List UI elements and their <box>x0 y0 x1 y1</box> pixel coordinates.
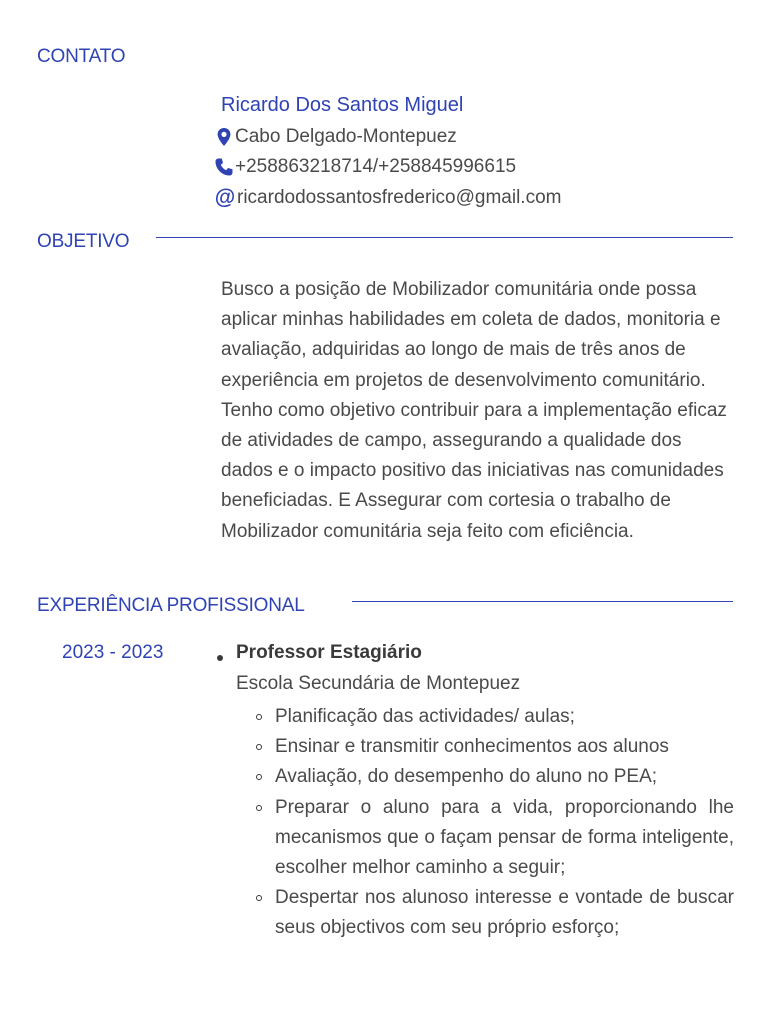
duty-text: Ensinar e transmitir conhecimentos aos alunos <box>275 736 669 758</box>
candidate-name: Ricardo Dos Santos Miguel <box>221 94 464 116</box>
duty-item <box>254 702 734 732</box>
duty-text: Avaliação, do desempenho do aluno no PEA; <box>275 766 658 788</box>
section-title-objective: OBJETIVO <box>37 231 130 252</box>
duties-list <box>254 702 734 944</box>
location-text: Cabo Delgado-Montepuez <box>235 126 457 147</box>
circle-bullet-icon <box>256 744 262 750</box>
job-title: Professor Estagiário <box>236 642 422 663</box>
circle-bullet-icon <box>256 714 262 720</box>
objective-text: Busco a posição de Mobilizador comunitária onde possa aplicar minhas habilidades em coleta de dados, monitoria e avaliação, adquiridas ao longo de mais de três anos de experiência em projetos de desenvolvimento comunitário. Tenho como objetivo contribuir para a implementação eficaz de atividades de campo, assegurando a qualidade dos dados e o impacto positivo das iniciativas nas comunidades beneficiadas. E Assegurar com cortesia o trabalho de Mobilizador comunitária seja feito com eficiência. <box>221 279 727 542</box>
at-sign-icon: @ <box>214 186 236 209</box>
section-divider <box>156 237 733 238</box>
circle-bullet-icon <box>256 774 262 780</box>
circle-bullet-icon <box>256 805 262 811</box>
bullet-icon <box>217 655 223 661</box>
company-name: Escola Secundária de Montepuez <box>236 673 521 694</box>
section-title-experience: EXPERIÊNCIA PROFISSIONAL <box>37 595 305 616</box>
contact-email <box>213 186 561 210</box>
duty-item <box>254 883 734 943</box>
section-title-contact: CONTATO <box>37 46 126 67</box>
duty-text: Planificação das actividades/ aulas; <box>275 706 575 727</box>
duty-text: Preparar o aluno para a vida, proporcionando lhe mecanismos que o façam pensar de forma inteligente, escolher melhor caminho a seguir; <box>275 796 734 879</box>
duty-text: Despertar nos alunoso interesse e vontade de buscar seus objectivos com seu próprio esforço; <box>275 887 734 939</box>
phone-icon <box>213 156 235 178</box>
duty-item <box>254 732 734 762</box>
contact-phone <box>213 156 516 178</box>
contact-location <box>213 126 457 148</box>
duty-item <box>254 762 734 792</box>
experience-period: 2023 - 2023 <box>62 642 164 663</box>
section-divider <box>352 601 733 602</box>
circle-bullet-icon <box>256 895 262 901</box>
duty-item <box>254 793 734 884</box>
email-text: ricardodossantosfrederico@gmail.com <box>237 187 562 208</box>
phone-text: +258863218714/+258845996615 <box>235 156 517 177</box>
map-pin-icon <box>213 126 235 148</box>
